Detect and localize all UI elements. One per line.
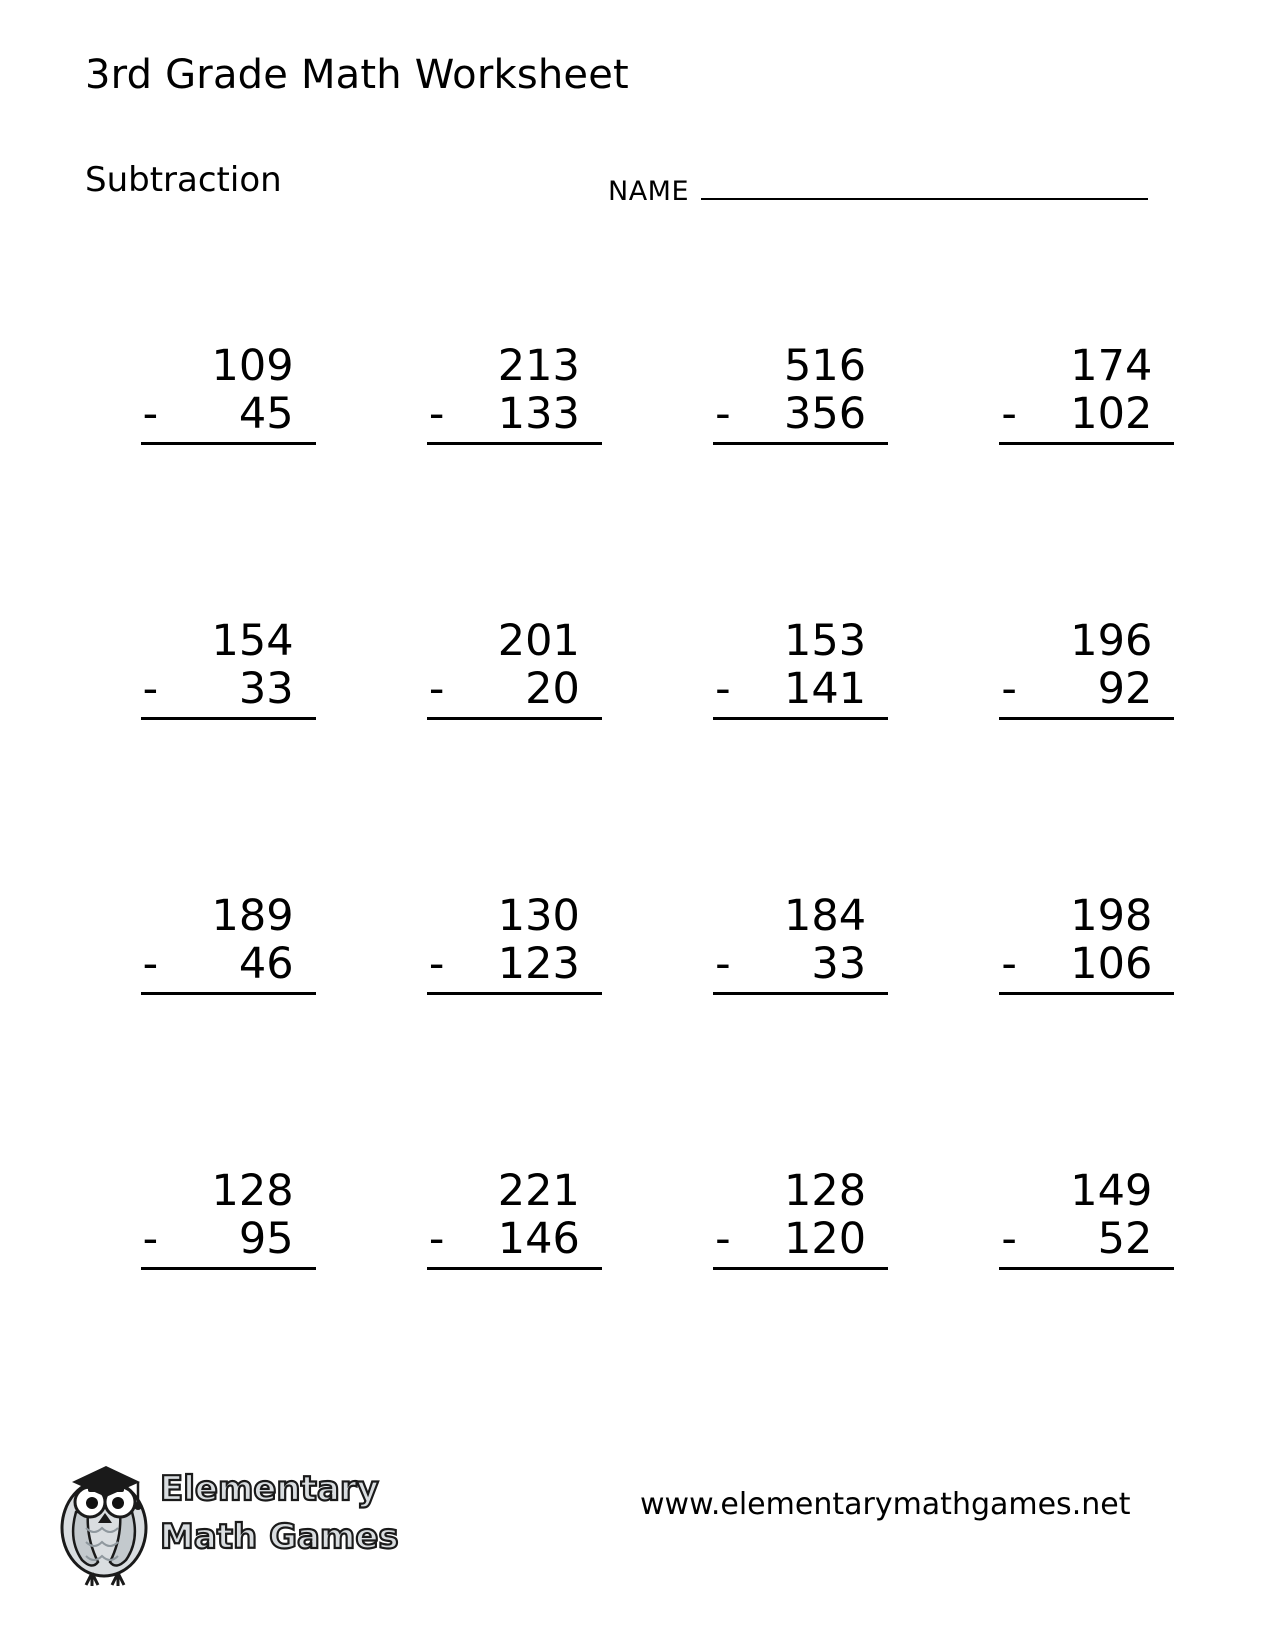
operator: -	[142, 664, 159, 715]
subtrahend: 133	[497, 389, 580, 440]
subtrahend: 33	[238, 664, 294, 715]
answer-rule	[141, 717, 316, 720]
problem-item	[944, 1155, 1230, 1430]
minuend: 154	[211, 616, 294, 666]
problem-item	[371, 1155, 657, 1430]
problem-item	[944, 605, 1230, 880]
minuend: 198	[1070, 891, 1153, 941]
operator: -	[1001, 939, 1017, 990]
answer-rule	[713, 442, 888, 445]
answer-rule	[427, 1267, 602, 1270]
subtrahend: 356	[784, 389, 867, 440]
operator: -	[1001, 664, 1017, 715]
operator: -	[428, 1214, 445, 1265]
subtrahend: 45	[238, 389, 294, 440]
subtrahend: 92	[1097, 664, 1153, 715]
answer-rule	[999, 717, 1174, 720]
minuend: 196	[1070, 616, 1153, 666]
problem-row	[85, 605, 1230, 880]
answer-rule	[427, 717, 602, 720]
problem-item	[944, 330, 1230, 605]
problem-item	[658, 1155, 944, 1430]
problem-item	[658, 330, 944, 605]
name-field-row	[608, 170, 1148, 207]
answer-rule	[713, 717, 888, 720]
subtrahend: 52	[1097, 1214, 1153, 1265]
minuend: 201	[497, 616, 580, 666]
minuend: 128	[211, 1166, 294, 1216]
answer-rule	[999, 442, 1174, 445]
footer-website-url[interactable]: www.elementarymathgames.net	[640, 1487, 1131, 1522]
answer-rule	[141, 442, 316, 445]
subtrahend: 33	[811, 939, 867, 990]
minuend: 213	[497, 341, 580, 391]
minuend: 109	[211, 341, 294, 391]
subtrahend: 95	[238, 1214, 294, 1265]
operator: -	[428, 664, 445, 715]
answer-rule	[713, 992, 888, 995]
problem-row	[85, 1155, 1230, 1430]
operator: -	[428, 389, 445, 440]
operator: -	[1001, 389, 1017, 440]
minuend: 189	[211, 891, 294, 941]
answer-rule	[141, 992, 316, 995]
minuend: 174	[1070, 341, 1153, 391]
subtrahend: 106	[1070, 939, 1153, 990]
minuend: 221	[497, 1166, 580, 1216]
problem-item	[85, 1155, 371, 1430]
operator: -	[715, 939, 731, 990]
problem-item	[658, 880, 944, 1155]
operator: -	[715, 389, 731, 440]
subject-title: Subtraction	[85, 160, 282, 200]
operator: -	[142, 939, 159, 990]
operator: -	[142, 389, 159, 440]
answer-rule	[427, 442, 602, 445]
elementary-math-games-logo[interactable]	[52, 1420, 402, 1595]
operator: -	[1001, 1214, 1017, 1265]
problem-item	[85, 880, 371, 1155]
minuend: 149	[1070, 1166, 1153, 1216]
minuend: 128	[784, 1166, 867, 1216]
name-label: NAME	[608, 176, 690, 207]
operator: -	[428, 939, 445, 990]
problem-item	[944, 880, 1230, 1155]
subtrahend: 123	[497, 939, 580, 990]
operator: -	[715, 664, 731, 715]
problem-item	[85, 330, 371, 605]
problem-item	[85, 605, 371, 880]
answer-rule	[427, 992, 602, 995]
minuend: 130	[497, 891, 580, 941]
answer-rule	[713, 1267, 888, 1270]
answer-rule	[999, 992, 1174, 995]
logo-line-1: Elementary	[160, 1469, 379, 1509]
minuend: 184	[784, 891, 867, 941]
subtrahend: 141	[784, 664, 867, 715]
problem-item	[371, 880, 657, 1155]
answer-rule	[141, 1267, 316, 1270]
logo-line-2: Math Games	[160, 1517, 399, 1557]
page-title: 3rd Grade Math Worksheet	[85, 52, 629, 98]
problem-item	[371, 605, 657, 880]
problem-row	[85, 880, 1230, 1155]
minuend: 516	[784, 341, 867, 391]
operator: -	[142, 1214, 159, 1265]
answer-rule	[999, 1267, 1174, 1270]
subtrahend: 46	[238, 939, 294, 990]
problem-item	[658, 605, 944, 880]
subtrahend: 102	[1070, 389, 1153, 440]
name-input-line[interactable]	[701, 170, 1148, 200]
operator: -	[715, 1214, 731, 1265]
problem-row	[85, 330, 1230, 605]
problem-grid	[0, 330, 1275, 1430]
subtrahend: 20	[525, 664, 580, 715]
problem-item	[371, 330, 657, 605]
subtrahend: 146	[497, 1214, 580, 1265]
subtrahend: 120	[784, 1214, 867, 1265]
minuend: 153	[784, 616, 867, 666]
